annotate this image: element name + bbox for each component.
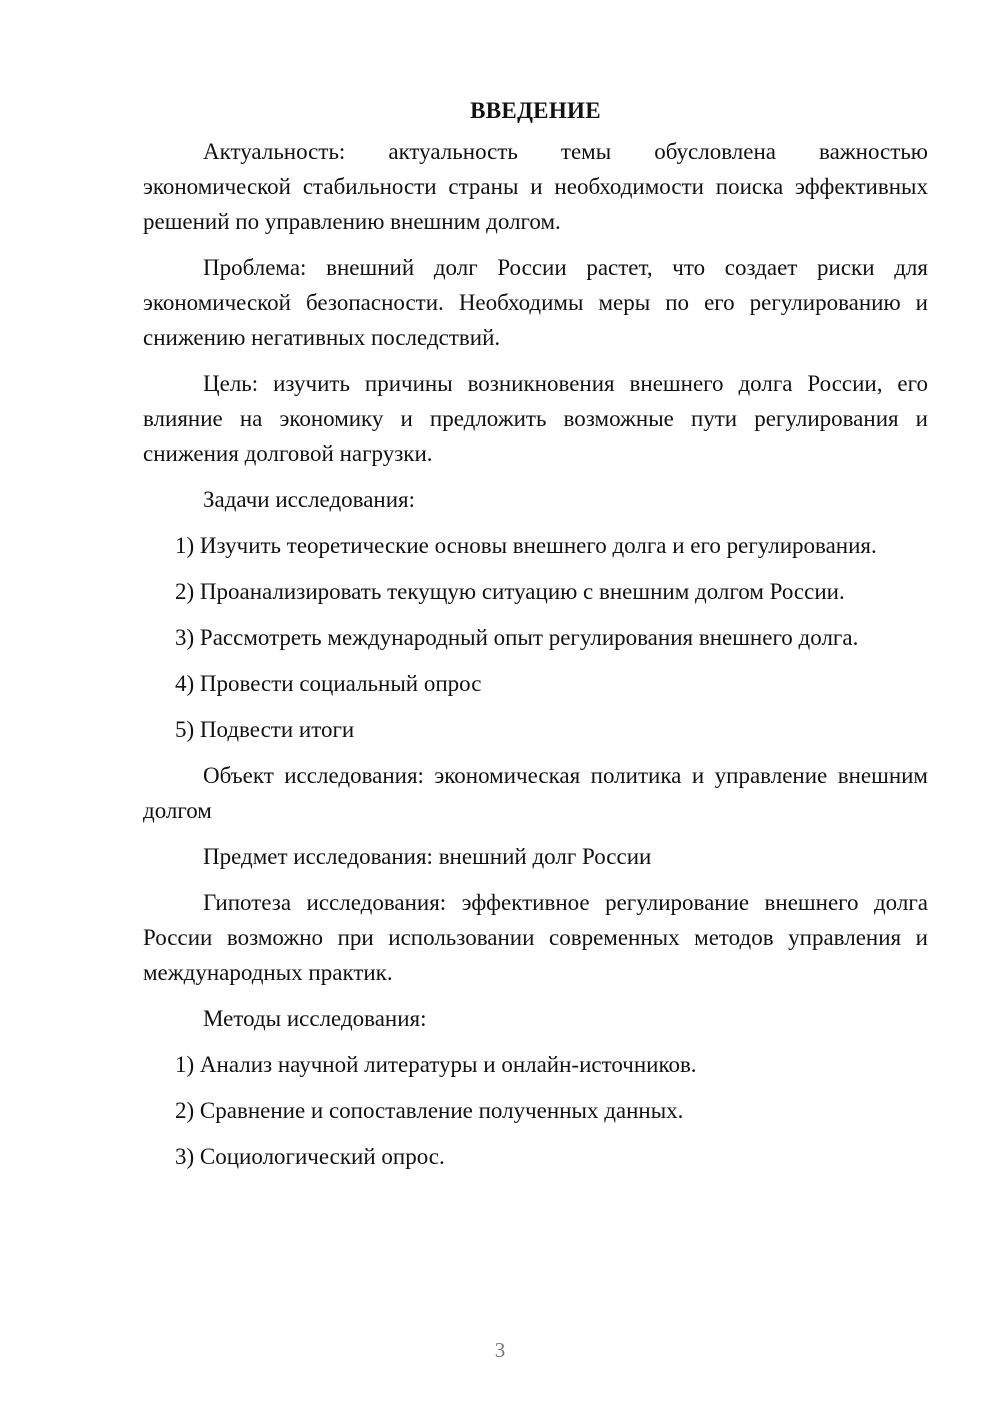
page-number: 3 [494, 1338, 506, 1362]
paragraph-subject: Предмет исследования: внешний долг России [203, 844, 652, 869]
paragraph-hypothesis: Гипотеза исследования: эффективное регулирование внешнего долга России возможно при использовании современных методов управления и международных практик. [143, 890, 928, 985]
task-item: 2) Проанализировать текущую ситуацию с внешним долгом России. [175, 579, 845, 604]
method-item: 2) Сравнение и сопоставление полученных данных. [175, 1098, 684, 1123]
paragraph-methods-heading: Методы исследования: [203, 1006, 427, 1031]
task-item: 1) Изучить теоретические основы внешнего долга и его регулирования. [175, 533, 877, 558]
paragraph-relevance: Актуальность: актуальность темы обусловлена важностью экономической стабильности страны и необходимости поиска эффективных решений по управлению внешним долгом. [143, 139, 928, 234]
task-item: 5) Подвести итоги [175, 717, 355, 742]
task-item: 4) Провести социальный опрос [175, 671, 482, 696]
task-item: 3) Рассмотреть международный опыт регулирования внешнего долга. [175, 625, 859, 650]
paragraph-goal: Цель: изучить причины возникновения внешнего долга России, его влияние на экономику и предложить возможные пути регулирования и снижения долговой нагрузки. [143, 371, 928, 466]
document-body [143, 93, 928, 1185]
paragraph-problem: Проблема: внешний долг России растет, что создает риски для экономической безопасности. Необходимы меры по его регулированию и снижению негативных последствий. [143, 255, 928, 350]
paragraph-object: Объект исследования: экономическая политика и управление внешним долгом [143, 763, 928, 823]
method-item: 1) Анализ научной литературы и онлайн-источников. [175, 1052, 697, 1077]
section-title: ВВЕДЕНИЕ [470, 98, 601, 123]
paragraph-tasks-heading: Задачи исследования: [203, 487, 416, 512]
method-item: 3) Социологический опрос. [175, 1144, 445, 1169]
